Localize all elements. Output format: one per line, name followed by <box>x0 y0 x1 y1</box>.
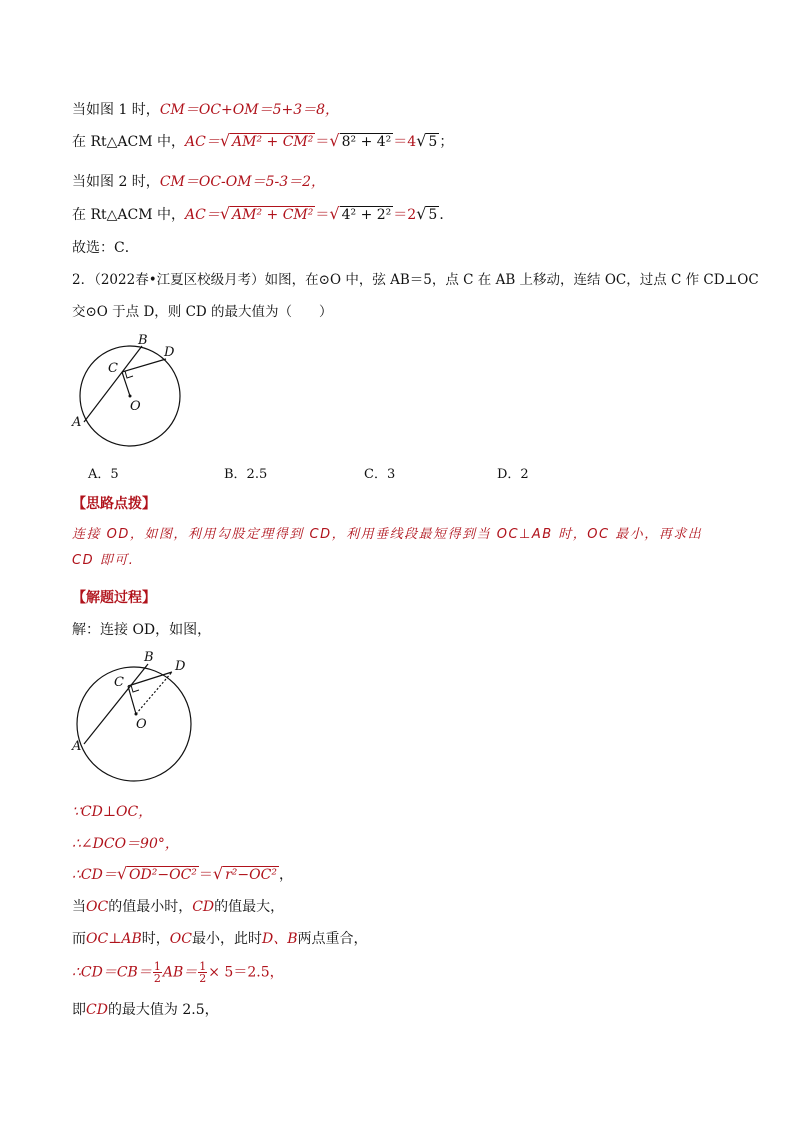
point-o <box>135 713 138 716</box>
formula: OC <box>86 899 109 915</box>
text: 当如图 1 时， <box>72 102 160 118</box>
formula: ＝4 <box>393 134 417 150</box>
question-line-1: 2．（2022春•江夏区校级月考）如图，在⊙O 中，弦 AB＝5，点 C 在 AB 上移动，连结 OC，过点 C 作 CD⊥OC <box>72 272 759 288</box>
section-hint-title: 【思路点拨】 <box>72 496 156 512</box>
figure-1 <box>70 328 190 448</box>
punct: ． <box>439 207 454 223</box>
label-d: D <box>175 659 186 674</box>
option-d[interactable]: D．2 <box>497 467 529 482</box>
radicand: 5 <box>428 134 438 150</box>
radicand: 5 <box>428 207 438 223</box>
label-c: C <box>114 675 124 690</box>
label-a: A <box>72 739 82 754</box>
formula: ∴CD＝CB＝ <box>72 964 152 981</box>
label-a: A <box>72 415 82 430</box>
solution-line-7 <box>72 961 284 984</box>
formula: AC＝ <box>185 134 220 150</box>
text-line-3 <box>72 172 325 192</box>
text: 在 Rt△ACM 中， <box>72 207 185 223</box>
text-line-1 <box>72 100 339 120</box>
section-solution-title: 【解题过程】 <box>72 590 156 606</box>
solution-line-1: 解：连接 OD，如图， <box>72 622 212 638</box>
text: 故选：C． <box>72 240 139 256</box>
punct: ； <box>439 134 454 150</box>
formula: ＝ <box>315 207 330 223</box>
option-b[interactable]: B．2.5 <box>224 467 268 482</box>
right-angle-mark <box>125 371 133 378</box>
text: 的最大值为 2.5， <box>107 1002 219 1018</box>
formula: D、B <box>261 931 298 947</box>
radicand: AM² + CM² <box>232 134 314 150</box>
formula: CD <box>86 1002 108 1018</box>
text: 两点重合， <box>297 931 368 947</box>
text: 的值最小时， <box>108 899 193 915</box>
solution-line-2: ∵CD⊥OC， <box>72 804 153 820</box>
formula: ＝ <box>198 867 213 883</box>
radicand: AM² + CM² <box>232 207 314 223</box>
option-a[interactable]: A．5 <box>88 467 119 482</box>
formula: OC⊥AB <box>86 931 142 947</box>
solution-line-4: ∴CD＝√ OD²−OC² ＝√ r²−OC² ， <box>72 864 293 883</box>
segment-cd <box>122 359 166 372</box>
text-line-5 <box>72 238 139 258</box>
hint-text: 连接 OD，如图，利用勾股定理得到 CD，利用垂线段最短得到当 OC⊥AB 时，OC 最小，再求出 CD 即可. <box>72 527 703 568</box>
text-line-2: 在 Rt△ACM 中，AC＝√ AM² + CM² ＝√ 8² + 4² ＝4√ 5 ； <box>72 131 454 150</box>
formula: ∴CD＝ <box>72 867 117 883</box>
fraction-half: $\frac{1}{2}$ <box>199 960 207 985</box>
radicand: r²−OC² <box>225 867 277 883</box>
point-o <box>129 395 132 398</box>
solution-line-8 <box>72 1000 219 1020</box>
text: 当如图 2 时， <box>72 174 160 190</box>
fraction-half: $\frac{1}{2}$ <box>153 960 161 985</box>
formula: AB＝ <box>162 964 198 981</box>
radicand: OD²−OC² <box>129 867 197 883</box>
label-o: O <box>130 399 141 414</box>
text: 在 Rt△ACM 中， <box>72 134 185 150</box>
text: 的值最大， <box>214 899 285 915</box>
formula: ＝ <box>315 134 330 150</box>
formula: CD <box>192 899 215 915</box>
text: 最小，此时 <box>191 931 262 947</box>
question-line-2: 交⊙O 于点 D，则 CD 的最大值为（ ） <box>72 304 333 320</box>
punct: ， <box>278 867 293 883</box>
label-c: C <box>108 361 118 376</box>
formula: × 5＝2.5， <box>208 964 284 981</box>
solution-line-6 <box>72 929 367 949</box>
formula: CM＝OC-OM＝5-3＝2， <box>159 174 326 190</box>
label-b: B <box>138 333 148 348</box>
solution-line-3: ∴∠DCO＝90°， <box>72 836 179 852</box>
label-o: O <box>136 717 147 732</box>
label-b: B <box>144 650 154 665</box>
label-d: D <box>164 345 175 360</box>
formula: CM＝OC+OM＝5+3＝8， <box>159 102 340 118</box>
text: 而 <box>72 931 86 947</box>
radicand: 8² + 4² <box>341 134 392 150</box>
formula: OC <box>169 931 192 947</box>
figure-2 <box>70 646 200 786</box>
text-line-4: 在 Rt△ACM 中，AC＝√ AM² + CM² ＝√ 4² + 2² ＝2√ 5 ． <box>72 204 454 223</box>
radicand: 4² + 2² <box>341 207 392 223</box>
solution-line-5 <box>72 897 284 917</box>
formula: AC＝ <box>185 207 220 223</box>
right-angle-mark <box>131 685 139 692</box>
text: 当 <box>72 899 86 915</box>
option-c[interactable]: C．3 <box>364 467 396 482</box>
formula: ＝2 <box>393 207 417 223</box>
text: 即 <box>72 1002 86 1018</box>
text: 时， <box>141 931 170 947</box>
